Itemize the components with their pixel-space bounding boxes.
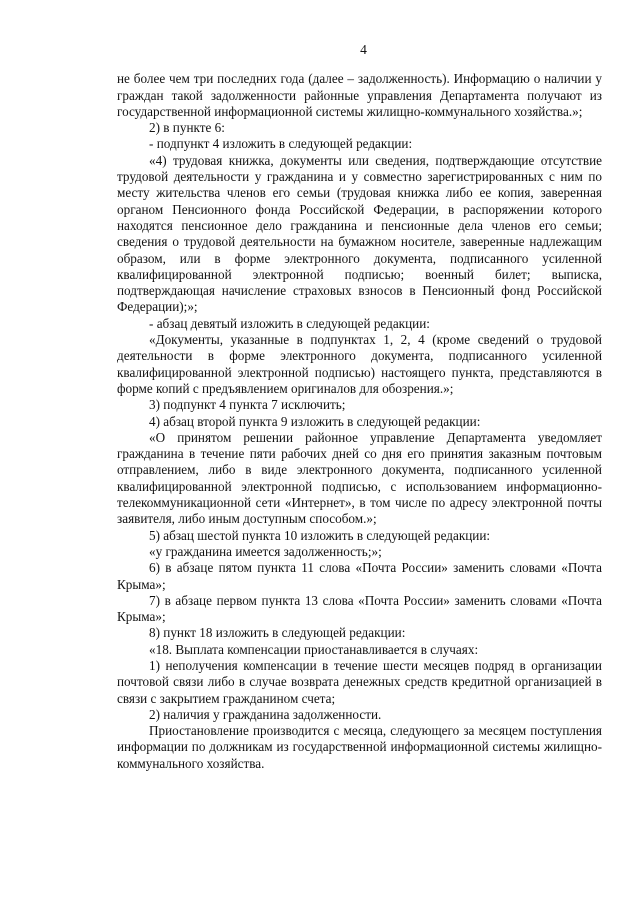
- paragraph-16: 1) неполучения компенсации в течение шести месяцев подряд в организации почтовой связи либо в случае возврата денежных средств кредитной организацией в связи с закрытием гражданином счета;: [117, 657, 602, 706]
- paragraph-5: - абзац девятый изложить в следующей редакции:: [149, 315, 430, 331]
- paragraph-18: Приостановление производится с месяца, следующего за месяцем поступления информации по должникам из государственной информационной системы жилищно-коммунального хозяйства.: [117, 723, 602, 771]
- paragraph-13: 7) в абзаце первом пункта 13 слова «Почта России» заменить словами «Почта Крыма»;: [117, 592, 602, 625]
- paragraph-9: «О принятом решении районное управление Департамента уведомляет гражданина в течение пяти рабочих дней со дня его принятия заказным почтовым отправлением, либо в виде электронного документа, подписанного усиленной квалифицированной электронной подписью, с использованием информационно-телекоммуникационной сети «Интернет», в том числе по адресу электронной почты заявителя, либо иным доступным способом.»;: [117, 429, 602, 527]
- paragraph-3: - подпункт 4 изложить в следующей редакции:: [149, 136, 413, 152]
- page-number: 4: [360, 42, 367, 57]
- paragraph-11: «у гражданина имеется задолженность;»;: [149, 543, 382, 559]
- paragraph-15: «18. Выплата компенсации приостанавливается в случаях:: [149, 641, 479, 657]
- paragraph-12: 6) в абзаце пятом пункта 11 слова «Почта России» заменить словами «Почта Крыма»;: [117, 560, 602, 592]
- paragraph-8: 4) абзац второй пункта 9 изложить в следующей редакции:: [149, 413, 481, 429]
- paragraph-4: «4) трудовая книжка, документы или сведения, подтверждающие отсутствие трудовой деятельности у гражданина и у совместно зарегистрированных с ним по месту жительства членов его семьи (трудовая книжка либо ее копия, заверенная органом Пенсионного фонда Российской Федерации, в распоряжении которого находятся пенсионное дело гражданина и пенсионные дела членов его семьи; сведения о трудовой деятельности на бумажном носителе, заверенные надлежащим образом, или в форме электронного документа, подписанного усиленной квалифицированной электронной подписью; военный билет; выписка, подтверждающая начисление страховых взносов в Пенсионный фонд Российской Федерации);»;: [117, 152, 602, 315]
- paragraph-2: 2) в пункте 6:: [149, 120, 225, 136]
- paragraph-6: «Документы, указанные в подпунктах 1, 2, 4 (кроме сведений о трудовой деятельности в форме электронного документа, подписанного усиленной квалифицированной электронной подписью) настоящего пункта, представляются в форме копий с предъявлением оригиналов для обозрения.»;: [117, 332, 602, 396]
- paragraph-1: не более чем три последних года (далее – задолженность). Информацию о наличии у граждан такой задолженности районные управления Департамента получают из государственной информационной системы жилищно-коммунального хозяйства.»;: [117, 71, 602, 119]
- paragraph-14: 8) пункт 18 изложить в следующей редакции:: [149, 625, 406, 641]
- paragraph-7: 3) подпункт 4 пункта 7 исключить;: [149, 397, 346, 413]
- paragraph-10: 5) абзац шестой пункта 10 изложить в следующей редакции:: [149, 527, 491, 543]
- paragraph-17: 2) наличия у гражданина задолженности.: [149, 706, 382, 722]
